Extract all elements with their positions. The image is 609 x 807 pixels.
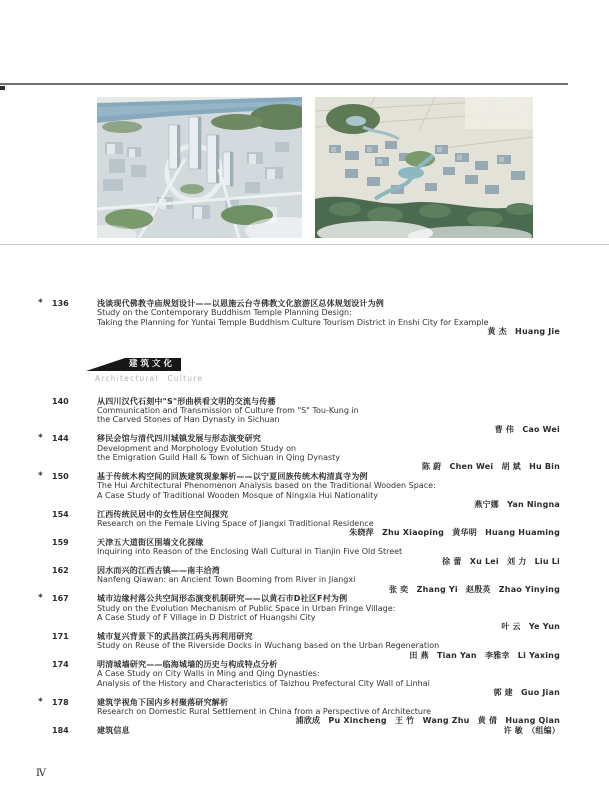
entry-body (97, 472, 560, 510)
entry-title-cn: 建筑信息 (97, 725, 130, 735)
entry-title-cn: 建筑学视角下国内乡村聚落研究解析 (97, 697, 229, 707)
entry-authors: 郭 建 Guo Jian (493, 688, 560, 698)
toc-entry (0, 538, 609, 566)
entry-page-number: 140 (52, 396, 69, 406)
toc-entry (0, 434, 609, 472)
toc-entry (0, 594, 609, 632)
entry-authors: 朱晓萍 Zhu Xiaoping 黄华明 Huang Huaming (349, 528, 560, 538)
city-aerial-rendering (97, 97, 302, 238)
entry-authors: 燕宁娜 Yan Ningna (474, 500, 560, 510)
entry-title-en: Study on the Contemporary Buddhism Temple Planning Design: (97, 308, 352, 318)
entry-star-marker: * (38, 470, 43, 481)
entry-title-en: the Emigration Guild Hall & Town of Sichuan in Qing Dynasty (97, 453, 341, 463)
entry-title-en: Inquiring into Reason of the Enclosing Wall Cultural in Tianjin Five Old Street (97, 547, 403, 557)
toc-entry (0, 698, 609, 726)
entry-title-en: A Case Study of Traditional Wooden Mosque of Ningxia Hui Nationality (97, 490, 378, 500)
entry-star-marker (36, 726, 52, 735)
figures-divider (0, 244, 609, 245)
entry-body (97, 698, 560, 726)
section-banner (86, 358, 609, 384)
entry-title-cn: 城市边缘村落公共空间形态演变机制研究——以黄石市D社区F村为例 (97, 594, 348, 604)
entry-page-number: 144 (52, 434, 69, 444)
entry-title-en: Study on the Evolution Mechanism of Public Space in Urban Fringe Village: (97, 603, 396, 613)
entry-body (97, 594, 560, 632)
entry-star-marker: * (38, 696, 43, 707)
entry-title-cn: 移民会馆与清代四川城镇发展与形态演变研究 (97, 434, 261, 444)
entry-authors: 张 奕 Zhang Yi 赵殷英 Zhao Yinying (388, 584, 560, 594)
left-figure-image (97, 97, 302, 238)
entry-body (97, 726, 560, 735)
entry-star-marker (36, 397, 52, 435)
section-banner-row (86, 358, 609, 371)
entry-title-cn: 因水而兴的江西古镇——南丰洽湾 (97, 565, 220, 575)
entry-star-marker: * (38, 298, 43, 308)
entry-star-marker: * (38, 593, 43, 604)
entry-title-en: A Case Study of F Village in D District of Huangshi City (97, 612, 316, 622)
toc-entry (0, 660, 609, 698)
toc-entry (0, 726, 609, 735)
entry-title-en: Study on Reuse of the Riverside Docks in Wuchang based on the Urban Regeneration (97, 641, 440, 651)
toc-entry (0, 299, 609, 337)
entry-authors: 陈 蔚 Chen Wei 胡 斌 Hu Bin (421, 462, 560, 472)
entry-title-en: Analysis of the History and Characteristics of Taizhou Prefectural City Wall of Linhai (97, 678, 430, 688)
entry-body (97, 660, 560, 698)
entry-page-number: 184 (52, 725, 69, 735)
entry-title-en: the Carved Stones of Han Dynasty in Sichuan (97, 415, 280, 425)
toc-entry (0, 510, 609, 538)
entry-authors: 叶 云 Ye Yun (501, 622, 560, 632)
entry-page-number: 167 (52, 594, 69, 604)
toc-entries-top (0, 299, 609, 337)
table-of-contents (0, 299, 609, 735)
entry-title-cn: 城市复兴背景下的武昌滨江码头再利用研究 (97, 631, 253, 641)
entry-page-number: 178 (52, 697, 69, 707)
entry-title-cn: 从四川汉代石刻中"S"形曲栱看文明的交流与传播 (97, 396, 276, 406)
entry-page-number: 150 (52, 471, 69, 481)
section-title-en: Architectural Culture (95, 373, 204, 383)
top-divider (0, 83, 568, 85)
entry-authors: 徐 蕾 Xu Lei 刘 力 Liu Li (442, 556, 560, 566)
entry-title-en: Research on Domestic Rural Settlement in China from a Perspective of Architecture (97, 707, 432, 717)
entry-page-number: 136 (52, 299, 69, 308)
entry-body (97, 434, 560, 472)
section-title-cn: 建筑文化 (125, 358, 181, 371)
entry-page-number: 154 (52, 509, 69, 519)
entry-title-cn: 基于传统木构空间的回族建筑现象解析——以宁夏回族传统木构清真寺为例 (97, 471, 368, 481)
entry-title-en: Taking the Planning for Yuntai Temple Buddhism Culture Tourism District in Enshi City for Example (97, 317, 489, 327)
entry-authors: 黄 杰 Huang Jie (487, 327, 560, 337)
entry-page-number: 162 (52, 565, 69, 575)
entry-star-marker (36, 632, 52, 660)
entry-star-marker (36, 510, 52, 538)
entry-title-cn: 明清城墙研究——临海城墙的历史与构成特点分析 (97, 660, 278, 669)
entry-body (97, 566, 560, 594)
toc-entry (0, 566, 609, 594)
entry-title-en: Communication and Transmission of Culture from "S" Tou-Kung in (97, 406, 359, 416)
entry-title-cn: 天津五大道街区围墙文化探缘 (97, 537, 204, 547)
entry-star-marker: * (38, 433, 43, 444)
town-aerial-rendering (315, 97, 533, 238)
entry-body (97, 510, 560, 538)
right-figure-image (315, 97, 533, 238)
entry-title-en: A Case Study on City Walls in Ming and Qing Dynasties: (97, 669, 320, 679)
entry-title-cn: 江西传统民居中的女性居住空间探究 (97, 509, 229, 519)
entry-title-en: The Hui Architectural Phenomenon Analysis based on the Traditional Wooden Space: (97, 481, 436, 491)
entry-title-en: Development and Morphology Evolution Study on (97, 443, 297, 453)
banner-wedge-icon (86, 358, 125, 371)
entry-body (97, 299, 560, 337)
entry-page-number: 159 (52, 537, 69, 547)
entry-star-marker (36, 538, 52, 566)
entry-star-marker (36, 660, 52, 698)
entry-authors: 浦欣成 Pu Xincheng 王 竹 Wang Zhu 黄 倩 Huang Qian (295, 716, 560, 726)
entry-authors: 曹 伟 Cao Wei (494, 424, 560, 434)
toc-entries-culture (0, 397, 609, 736)
entry-title-en: Nanfeng Qiawan: an Ancient Town Booming from River in Jiangxi (97, 575, 356, 585)
toc-entry (0, 397, 609, 435)
entry-page-number: 171 (52, 631, 69, 641)
toc-entry (0, 632, 609, 660)
entry-page-number: 174 (52, 660, 69, 669)
page-number: Ⅳ (36, 768, 46, 779)
entry-body (97, 632, 560, 660)
entry-body (97, 397, 560, 435)
entry-authors: 田 燕 Tian Yan 李雅幸 Li Yaxing (409, 650, 560, 660)
margin-tick (0, 86, 5, 90)
entry-body (97, 538, 560, 566)
entry-title-cn: 浅谈现代佛教寺庙规划设计——以恩施云台寺佛教文化旅游区总体规划设计为例 (97, 299, 384, 308)
entry-star-marker (36, 566, 52, 594)
entry-authors: 许 敏 （组编） (503, 725, 560, 735)
toc-entry (0, 472, 609, 510)
entry-title-en: Research on the Female Living Space of Jiangxi Traditional Residence (97, 518, 374, 528)
